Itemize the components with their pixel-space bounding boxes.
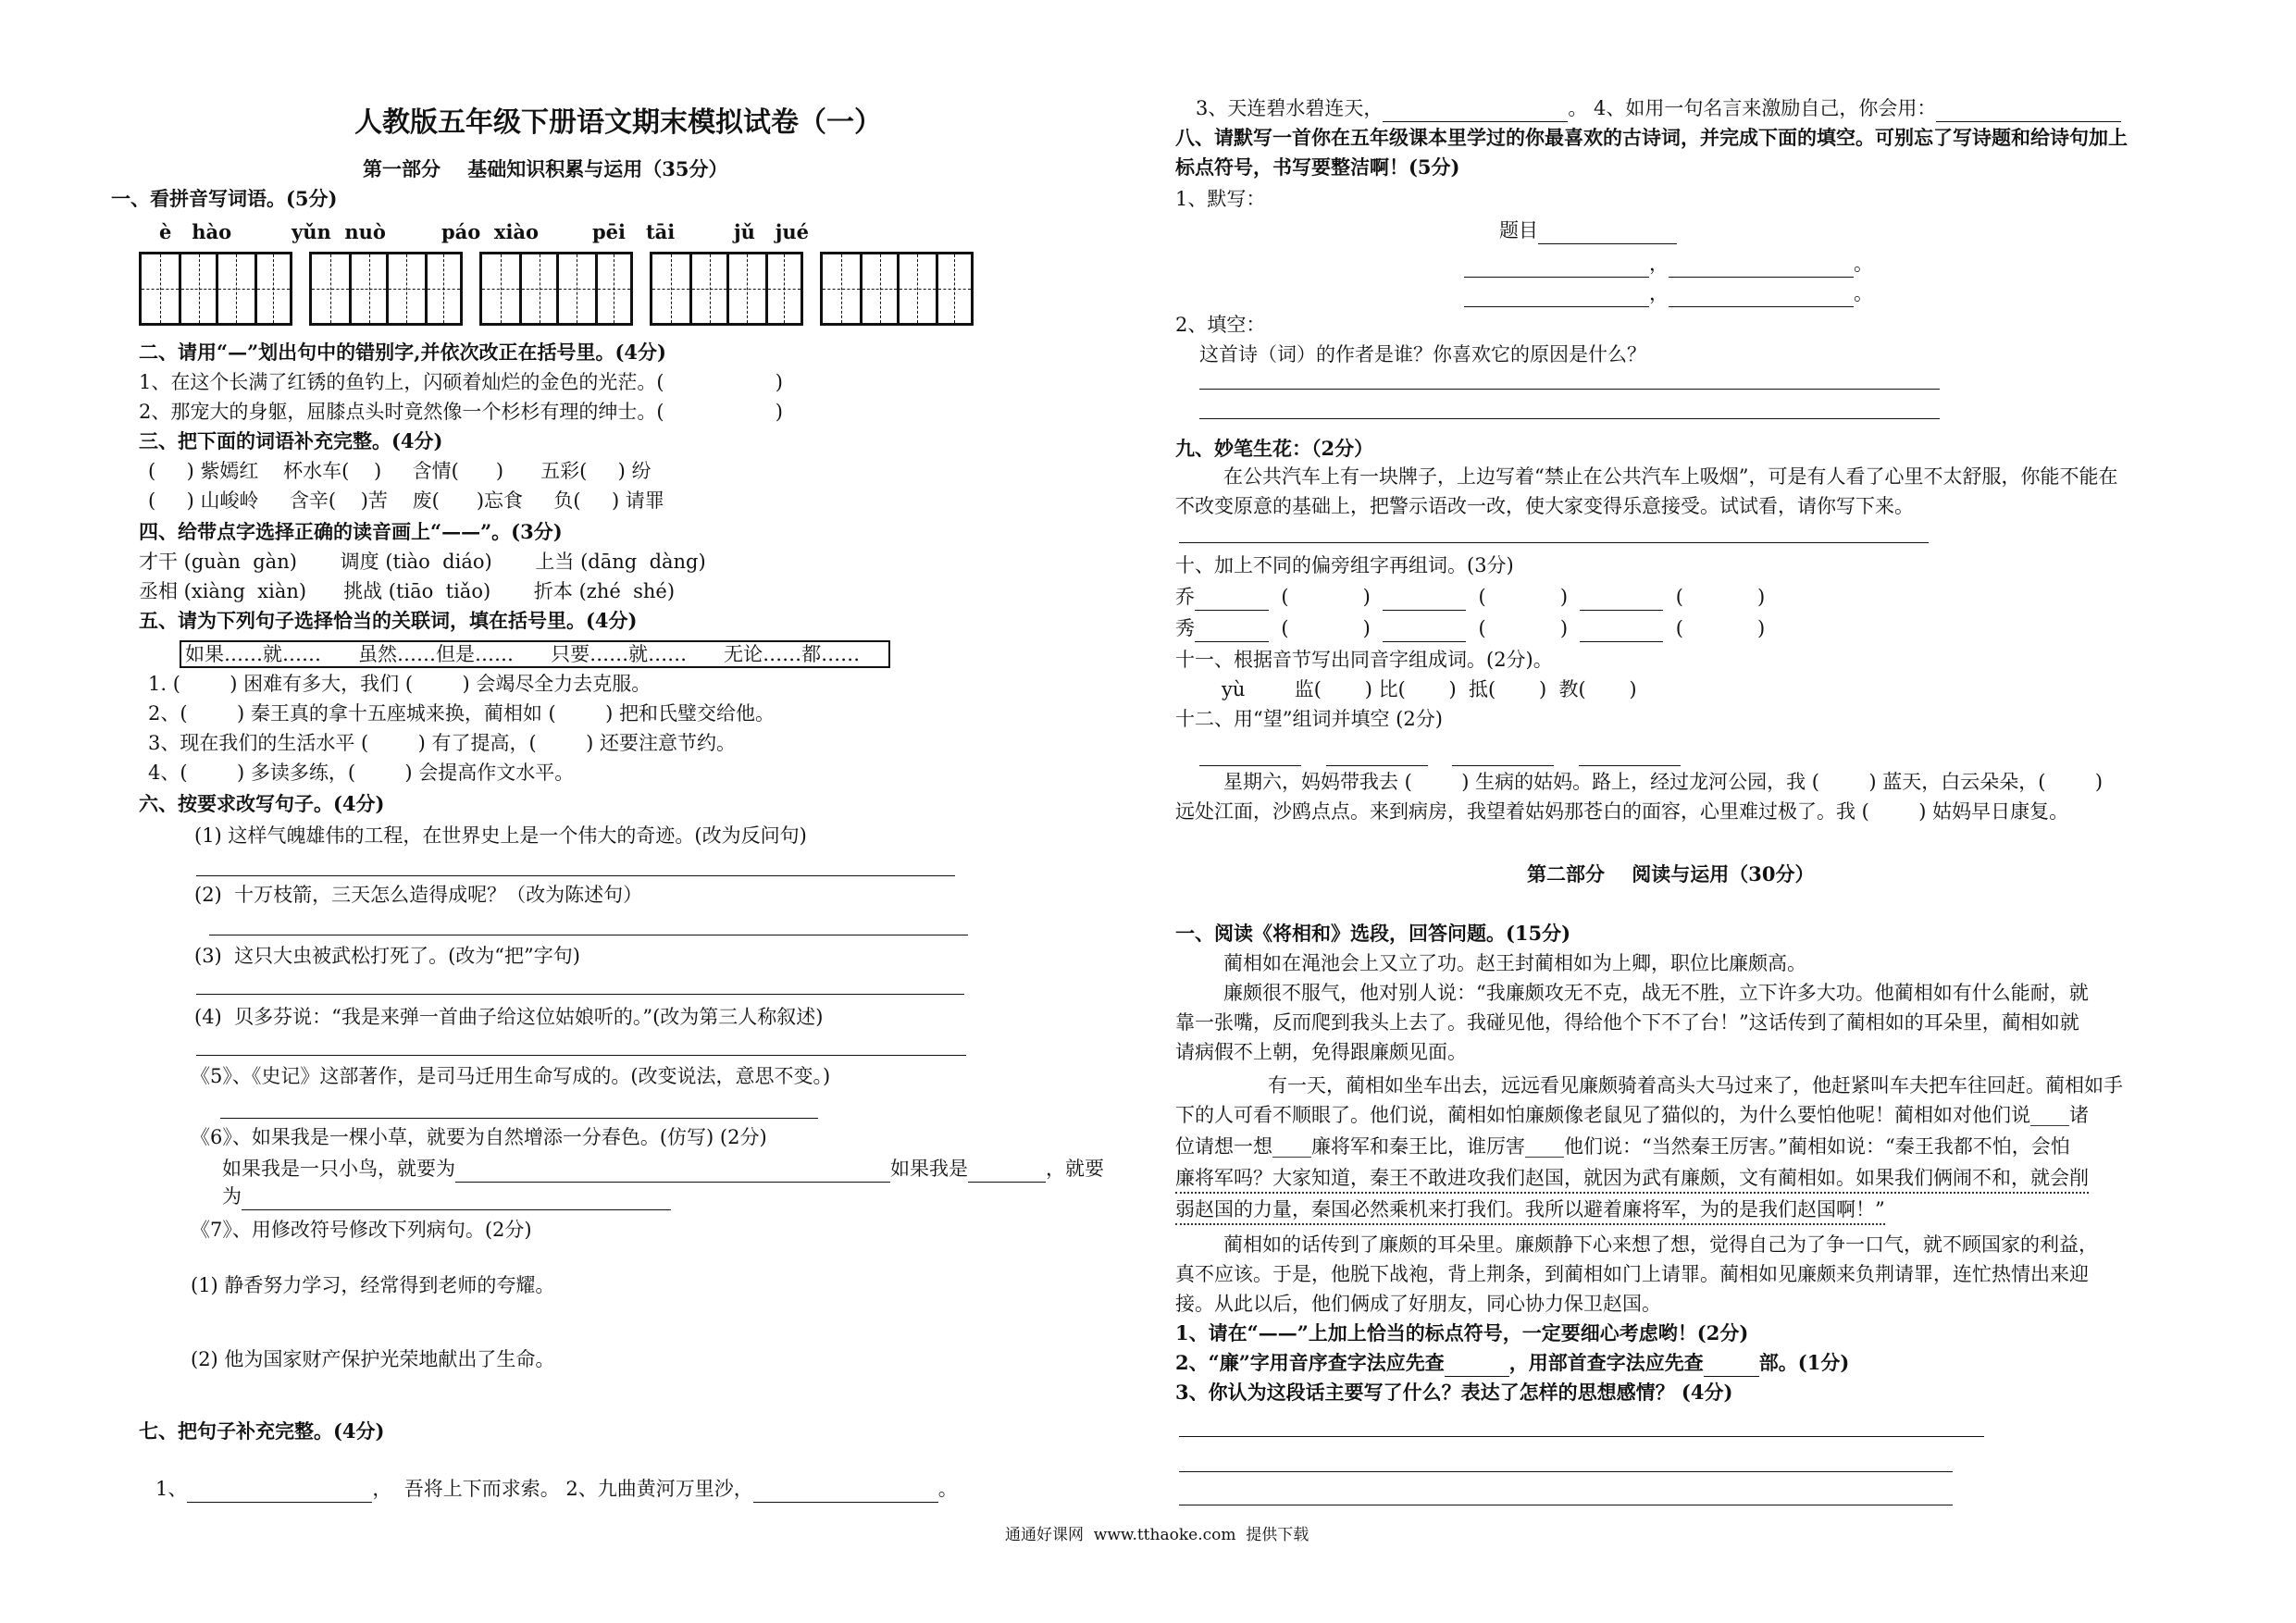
q6-item-7b: (2) 他为国家财产保护光荣地献出了生命。 <box>191 1348 555 1370</box>
passage-p3d: 廉将军吗？大家知道，秦王不敢进攻我们赵国，就因为武有廉颇，文有蔺相如。如果我们俩闹不和，就会削 <box>1175 1164 2089 1194</box>
q6-6-wei: 为 <box>222 1185 242 1208</box>
passage-p2b: 靠一张嘴，反而爬到我头上去了。我碰见他，得给他个下不了台！”这话传到了蔺相如的耳朵里，蔺相如就 <box>1175 1011 2079 1034</box>
q5-word-box: 如果……就…… 虽然……但是…… 只要……就…… 无论……都…… <box>180 640 890 668</box>
exam-title: 人教版五年级下册语文期末模拟试卷（一） <box>354 106 882 139</box>
answer-line[interactable] <box>1179 542 1929 543</box>
q2-item-1: 1、在这个长满了红锈的鱼钓上，闪硕着灿烂的金色的光茫。( ) <box>139 371 783 393</box>
sub-q2-b: ，用部首查字法应先查 <box>1508 1351 1704 1374</box>
blank-field[interactable] <box>242 1189 671 1210</box>
q6-item-7a: (1) 静香努力学习，经常得到老师的夸耀。 <box>191 1274 555 1296</box>
pinyin-3: páo xiào <box>441 220 540 243</box>
q6-6-prefix: 如果我是一只小鸟，就要为 <box>222 1158 455 1180</box>
q8-title-line <box>1499 217 1677 244</box>
blank-field[interactable] <box>1383 621 1466 642</box>
sub-q2-c: 部。(1分) <box>1758 1351 1850 1374</box>
q7-item-line <box>155 1475 958 1503</box>
q10-row-xiu: 秀 ( ) ( ) ( ) <box>1175 614 1765 642</box>
q10-char-xiu: 秀 <box>1175 617 1195 639</box>
answer-line[interactable] <box>1199 389 1940 390</box>
blank-field[interactable] <box>1452 745 1554 766</box>
answer-line[interactable] <box>220 1118 818 1119</box>
comma: ， <box>1649 253 1669 275</box>
part2-heading: 第二部分 阅读与运用（30分） <box>1527 862 1815 886</box>
q6-item-5: 《5》、《史记》这部著作，是司马迁用生命写成的。(改变说法，意思不变。) <box>191 1065 831 1087</box>
passage-p4a: 蔺相如的话传到了廉颇的耳朵里。廉颇静下心来想了想，觉得自己为了争一口气，就不顾国家的利益， <box>1223 1233 2098 1256</box>
blank-field[interactable] <box>1580 621 1663 642</box>
passage-p1: 蔺相如在渑池会上又立了功。赵王封蔺相如为上卿，职位比廉颇高。 <box>1223 952 1806 974</box>
q8-heading: 八、请默写一首你在五年级课本里学过的你最喜欢的古诗词，并完成下面的填空。可别忘了写诗题和给诗句加上 <box>1175 126 2128 149</box>
q5-heading: 五、请为下列句子选择恰当的关联词，填在括号里。(4分) <box>139 609 638 632</box>
sub-q2-a: 2、“廉”字用音序查字法应先查 <box>1175 1351 1445 1374</box>
blank-field[interactable] <box>1464 256 1649 278</box>
q11-row: yù 监( ) 比( ) 抵( ) 教( ) <box>1222 678 1637 700</box>
q5-item-4: 4、( ) 多读多练，( ) 会提高作文水平。 <box>148 762 575 784</box>
blank-field[interactable] <box>1579 745 1681 766</box>
q8-heading-2: 标点符号，书写要整洁啊！(5分) <box>1175 155 1460 179</box>
char-box-pair-3[interactable] <box>479 252 633 326</box>
blank-field[interactable] <box>1464 286 1649 307</box>
q6-item-7: 《7》、用修改符号修改下列病句。(2分) <box>191 1219 532 1241</box>
answer-line[interactable] <box>196 994 964 995</box>
q8-fill: 2、填空： <box>1175 314 1266 336</box>
sub-q2-line <box>1175 1349 1849 1377</box>
q5-item-1: 1. ( ) 困难有多大，我们 ( ) 会竭尽全力去克服。 <box>148 673 652 695</box>
q8-recite: 1、默写： <box>1175 188 1266 210</box>
q4-row-1: 才干 (guàn gàn) 调度 (tiào diáo) 上当 (dāng dàng) <box>139 551 706 573</box>
passage-p3a: 有一天，蔺相如坐车出去，远远看见廉颇骑着高头大马过来了，他赶紧叫车夫把车往回赶。蔺相如手 <box>1268 1074 2123 1096</box>
poem-title-field[interactable] <box>1538 223 1677 244</box>
q7-mid: ， 吾将上下而求索。 2、九曲黄河万里沙， <box>372 1478 753 1500</box>
q12-heading: 十二、用“望”组词并填空 (2分) <box>1175 708 1443 730</box>
q12-blanks <box>1199 738 1681 766</box>
q10-row-qiao: 乔 ( ) ( ) ( ) <box>1175 583 1765 611</box>
q6-item-1: (1) 这样气魄雄伟的工程，在世界史上是一个伟大的奇迹。(改为反问句) <box>194 824 807 847</box>
r-q7-line <box>1196 94 2121 122</box>
footer-text: 通通好课网 www.tthaoke.com 提供下载 <box>1005 1526 1309 1544</box>
q3-row-1: ( ) 紫嫣红 杯水车( ) 含情( ) 五彩( ) 纷 <box>148 460 652 482</box>
q9-text-2: 不改变原意的基础上，把警示语改一改，使大家变得乐意接受。试试看，请你写下来。 <box>1175 495 1914 517</box>
tianzige-grid <box>139 252 990 326</box>
passage-p2c: 请病假不上朝，免得跟廉颇见面。 <box>1175 1041 1467 1063</box>
q6-item-6-line <box>222 1155 1104 1183</box>
passage-p4c: 接。从此以后，他们俩成了好朋友，同心协力保卫赵国。 <box>1175 1293 1661 1315</box>
sub-q1: 1、请在“——”上加上恰当的标点符号，一定要细心考虑哟！(2分) <box>1175 1321 1749 1344</box>
q8-fill-question: 这首诗（词）的作者是谁？你喜欢它的原因是什么？ <box>1199 343 1646 365</box>
blank-field[interactable] <box>1669 256 1854 278</box>
period: 。 <box>1854 253 1873 275</box>
q9-heading: 九、妙笔生花：（2分） <box>1175 437 1374 460</box>
blank-field[interactable] <box>187 1481 372 1503</box>
period: 。 <box>1854 282 1873 304</box>
blank-field[interactable] <box>1383 589 1466 611</box>
blank-field[interactable] <box>1936 101 2121 122</box>
pinyin-1: è hào <box>159 220 232 243</box>
q6-item-4: (4) 贝多芬说：“我是来弹一首曲子给这位姑娘听的。”(改为第三人称叙述) <box>194 1006 824 1028</box>
blank-field[interactable] <box>455 1161 890 1183</box>
blank-field[interactable] <box>1326 745 1428 766</box>
poem-line-1 <box>1464 250 1873 278</box>
answer-line[interactable] <box>196 1055 966 1056</box>
blank-field[interactable] <box>1704 1356 1759 1377</box>
q12-passage-1: 星期六，妈妈带我去 ( ) 生病的姑妈。路上，经过龙河公园，我 ( ) 蓝天，白云朵朵，( ) <box>1223 771 2104 793</box>
q10-char-qiao: 乔 <box>1175 586 1195 608</box>
char-box-pair-2[interactable] <box>309 252 463 326</box>
blank-field[interactable] <box>1445 1356 1509 1377</box>
blank-field[interactable] <box>1195 589 1269 611</box>
answer-line[interactable] <box>1199 418 1940 419</box>
q12-passage-2: 远处江面，沙鸥点点。来到病房，我望着姑妈那苍白的面容，心里难过极了。我 ( ) 姑妈早日康复。 <box>1175 800 2069 823</box>
blank-field[interactable] <box>968 1161 1046 1183</box>
blank-field[interactable] <box>1383 101 1568 122</box>
q4-heading: 四、给带点字选择正确的读音画上“——”。(3分) <box>139 520 563 543</box>
r-q1-heading: 一、阅读《将相和》选段，回答问题。(15分) <box>1175 922 1571 945</box>
q6-item-6: 《6》、如果我是一棵小草，就要为自然增添一分春色。(仿写) (2分) <box>191 1126 767 1148</box>
r1-mid: 。 4、如用一句名言来激励自己，你会用： <box>1568 97 1937 119</box>
q9-text-1: 在公共汽车上有一块牌子，上边写着“禁止在公共汽车上吸烟”，可是有人看了心里不太舒服，你能不能在 <box>1223 465 2118 488</box>
q4-row-2: 丞相 (xiàng xiàn) 挑战 (tiāo tiǎo) 折本 (zhé shé) <box>139 580 676 602</box>
pinyin-2: yǔn nuò <box>292 220 386 243</box>
q7-1: 1、 <box>155 1478 188 1500</box>
poem-line-2 <box>1464 279 1873 307</box>
blank-field[interactable] <box>753 1481 938 1503</box>
q8-title-label: 题目 <box>1499 219 1538 242</box>
r1-prefix: 3、天连碧水碧连天， <box>1196 97 1384 119</box>
passage-p4b: 真不应该。于是，他脱下战袍，背上荆条，到蔺相如门上请罪。蔺相如见廉颇来负荆请罪，连忙热情出来迎 <box>1175 1263 2089 1285</box>
q5-item-2: 2、( ) 秦王真的拿十五座城来换，蔺相如 ( ) 把和氏璧交给他。 <box>148 702 775 725</box>
q3-heading: 三、把下面的词语补充完整。(4分) <box>139 429 443 452</box>
blank-field[interactable] <box>1199 745 1301 766</box>
blank-field[interactable] <box>1669 286 1854 307</box>
answer-line[interactable] <box>196 875 955 876</box>
passage-p3b: 下的人可看不顺眼了。他们说，蔺相如怕廉颇像老鼠见了猫似的，为什么要怕他呢！蔺相如对他们说____诸 <box>1175 1104 2089 1126</box>
answer-line[interactable] <box>1179 1436 1984 1437</box>
part1-heading: 第一部分 基础知识积累与运用（35分） <box>363 157 728 180</box>
blank-field[interactable] <box>1580 589 1663 611</box>
comma: ， <box>1649 282 1669 304</box>
pinyin-5: jǔ jué <box>734 220 810 243</box>
char-box-pair-4[interactable] <box>650 252 803 326</box>
sub-q3: 3、你认为这段话主要写了什么？表达了怎样的思想感情？ (4分) <box>1175 1381 1733 1404</box>
q6-item-3: (3) 这只大虫被武松打死了。(改为“把”字句) <box>194 945 580 967</box>
q3-row-2: ( ) 山峻岭 含辛( )苦 废( )忘食 负( ) 请罪 <box>148 489 664 512</box>
q1-heading: 一、看拼音写词语。(5分) <box>111 187 338 210</box>
char-box-pair-5[interactable] <box>820 252 974 326</box>
pinyin-4: pēi tāi <box>592 220 676 243</box>
char-box-pair-1[interactable] <box>139 252 292 326</box>
q7-heading: 七、把句子补充完整。(4分) <box>139 1419 385 1443</box>
q7-end: 。 <box>937 1478 958 1500</box>
blank-field[interactable] <box>1195 621 1269 642</box>
q6-6-suffix: ，就要 <box>1046 1158 1104 1180</box>
q6-6-middle: 如果我是 <box>890 1158 968 1180</box>
q10-heading: 十、加上不同的偏旁组字再组词。(3分) <box>1175 554 1514 576</box>
answer-line[interactable] <box>1179 1471 1953 1472</box>
q2-heading: 二、请用“—”划出句中的错别字,并依次改正在括号里。(4分) <box>139 341 666 364</box>
q6-heading: 六、按要求改写句子。(4分) <box>139 792 385 815</box>
passage-p3e: 弱赵国的力量，秦国必然乘机来打我们。我所以避着廉将军，为的是我们赵国啊！” <box>1175 1196 1885 1225</box>
passage-p3c: 位请想一想____廉将军和秦王比，谁厉害____他们说：“当然秦王厉害。”蔺相如说：“秦王我都不怕，会怕 <box>1175 1135 2070 1158</box>
q5-item-3: 3、现在我们的生活水平 ( ) 有了提高，( ) 还要注意节约。 <box>148 732 736 754</box>
q11-heading: 十一、根据音节写出同音字组成词。(2分)。 <box>1175 649 1553 671</box>
q6-item-2: (2) 十万枝箭，三天怎么造得成呢？（改为陈述句） <box>194 884 643 906</box>
passage-p2a: 廉颇很不服气，他对别人说：“我廉颇攻无不克，战无不胜，立下许多大功。他蔺相如有什么能耐，就 <box>1223 982 2089 1004</box>
q2-item-2: 2、那宠大的身躯，屈膝点头时竟然像一个杉杉有理的绅士。( ) <box>139 401 783 423</box>
q6-item-6-line2 <box>222 1183 671 1210</box>
